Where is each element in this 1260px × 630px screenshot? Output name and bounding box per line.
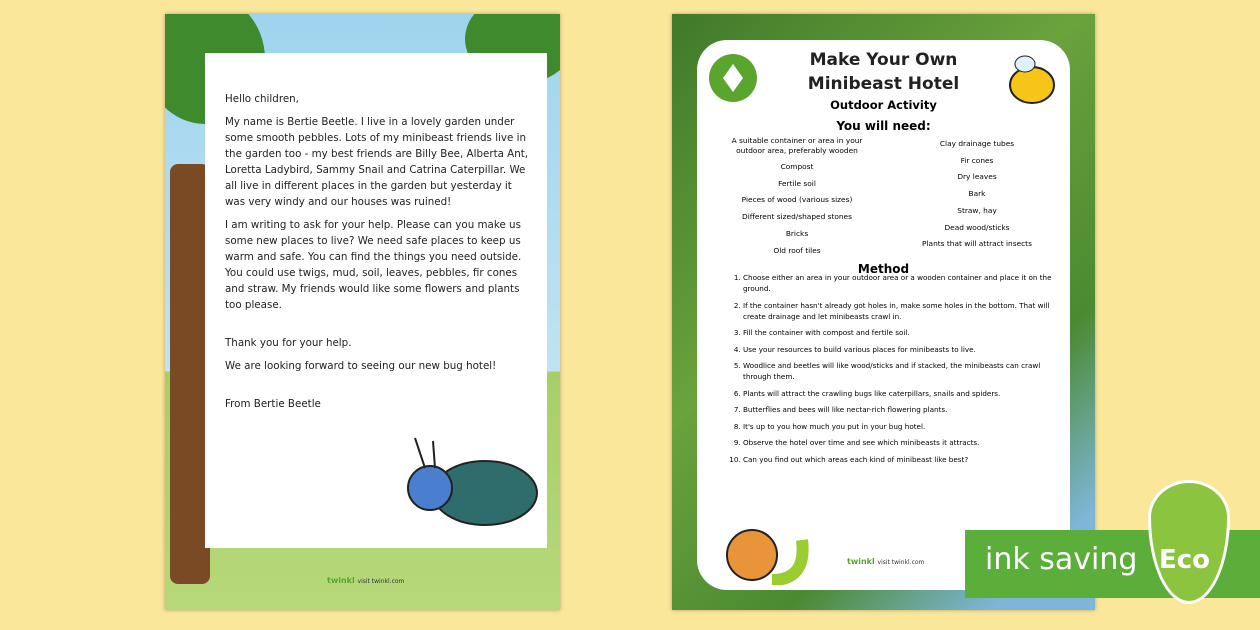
need-item: Old roof tiles bbox=[773, 245, 821, 255]
method-step: 10. Can you find out which areas each kind of minibeast like best? bbox=[743, 454, 1053, 465]
need-item: Pieces of wood (various sizes) bbox=[741, 195, 853, 205]
closing-line: We are looking forward to seeing our new bug hotel! bbox=[225, 360, 497, 372]
need-item: Plants that will attract insects bbox=[922, 239, 1032, 249]
need-item: Dry leaves bbox=[957, 172, 997, 182]
method-step: 5. Woodlice and beetles will like wood/sticks and if stacked, the minibeasts can crawl through them. bbox=[743, 360, 1053, 382]
subtitle: Outdoor Activity bbox=[830, 98, 937, 112]
method-step: 2. If the container hasn't already got holes in, make some holes in the bottom. That will create drainage and let minibeasts crawl in. bbox=[743, 300, 1053, 322]
twinkl-logo: twinkl bbox=[327, 576, 355, 585]
need-item: Fertile soil bbox=[778, 178, 816, 188]
method-step: 4. Use your resources to build various places for minibeasts to live. bbox=[743, 344, 1053, 355]
need-list-left bbox=[717, 136, 877, 259]
need-item: Fir cones bbox=[960, 155, 994, 165]
letter-page bbox=[165, 14, 560, 610]
thanks: Thank you for your help. bbox=[225, 337, 352, 349]
title-line1: Make Your Own bbox=[809, 50, 958, 70]
activity-page bbox=[672, 14, 1095, 610]
tree-trunk bbox=[170, 164, 210, 584]
need-item: Clay drainage tubes bbox=[939, 139, 1015, 148]
need-item: Bricks bbox=[785, 228, 809, 238]
footer-url: visit twinkl.com bbox=[357, 578, 405, 585]
method-step: 7. Butterflies and bees will like nectar-rich flowering plants. bbox=[743, 404, 1053, 415]
need-item: Different sized/shaped stones bbox=[742, 212, 852, 222]
need-item: Dead wood/sticks bbox=[944, 222, 1010, 232]
method-steps bbox=[729, 272, 1053, 470]
need-list-right bbox=[897, 136, 1057, 253]
need-item: A suitable container or area in your outdoor area, preferably wooden bbox=[731, 136, 863, 155]
ink-saving-label: ink saving bbox=[985, 542, 1138, 577]
need-item: Bark bbox=[968, 189, 986, 199]
need-item: Straw, hay bbox=[957, 205, 997, 215]
method-step: 9. Observe the hotel over time and see which minibeasts it attracts. bbox=[743, 437, 1053, 448]
paragraph: My name is Bertie Beetle. I live in a lovely garden under some smooth pebbles. Lots of my minibeast friends live in the garden too - my best friends are Billy Bee, Alberta Ant, Loretta Ladybird, Sammy Snail and Catrina Caterpillar. We all live in different places in the garden but yesterday it was very windy and our houses was ruined! bbox=[225, 116, 529, 208]
method-step: 3. Fill the container with compost and fertile soil. bbox=[743, 327, 1053, 338]
need-heading: You will need: bbox=[836, 119, 931, 133]
signoff: From Bertie Beetle bbox=[225, 398, 321, 410]
footer-url: visit twinkl.com bbox=[877, 559, 925, 566]
greeting: Hello children, bbox=[225, 93, 299, 105]
snail-illustration bbox=[717, 510, 817, 585]
method-step: 1. Choose either an area in your outdoor area or a wooden container and place it on the ground. bbox=[743, 272, 1053, 294]
activity-card bbox=[697, 40, 1070, 590]
letter-card bbox=[205, 53, 547, 548]
title-line2: Minibeast Hotel bbox=[807, 74, 960, 94]
beetle-illustration bbox=[385, 433, 545, 543]
paragraph: I am writing to ask for your help. Please can you make us some new places to live? We need safe places to keep us warm and safe. You can find the things you need outside. You could use twigs, mud, soil, leaves, pebbles, fir cones and straw. My friends would like some flowers and plants too please. bbox=[225, 219, 522, 311]
method-heading: Method bbox=[857, 262, 910, 276]
eco-label: Eco bbox=[1159, 545, 1211, 575]
twinkl-logo: twinkl bbox=[847, 557, 875, 566]
method-step: 8. It's up to you how much you put in your bug hotel. bbox=[743, 421, 1053, 432]
need-item: Compost bbox=[780, 162, 814, 171]
method-step: 6. Plants will attract the crawling bugs like caterpillars, snails and spiders. bbox=[743, 388, 1053, 399]
